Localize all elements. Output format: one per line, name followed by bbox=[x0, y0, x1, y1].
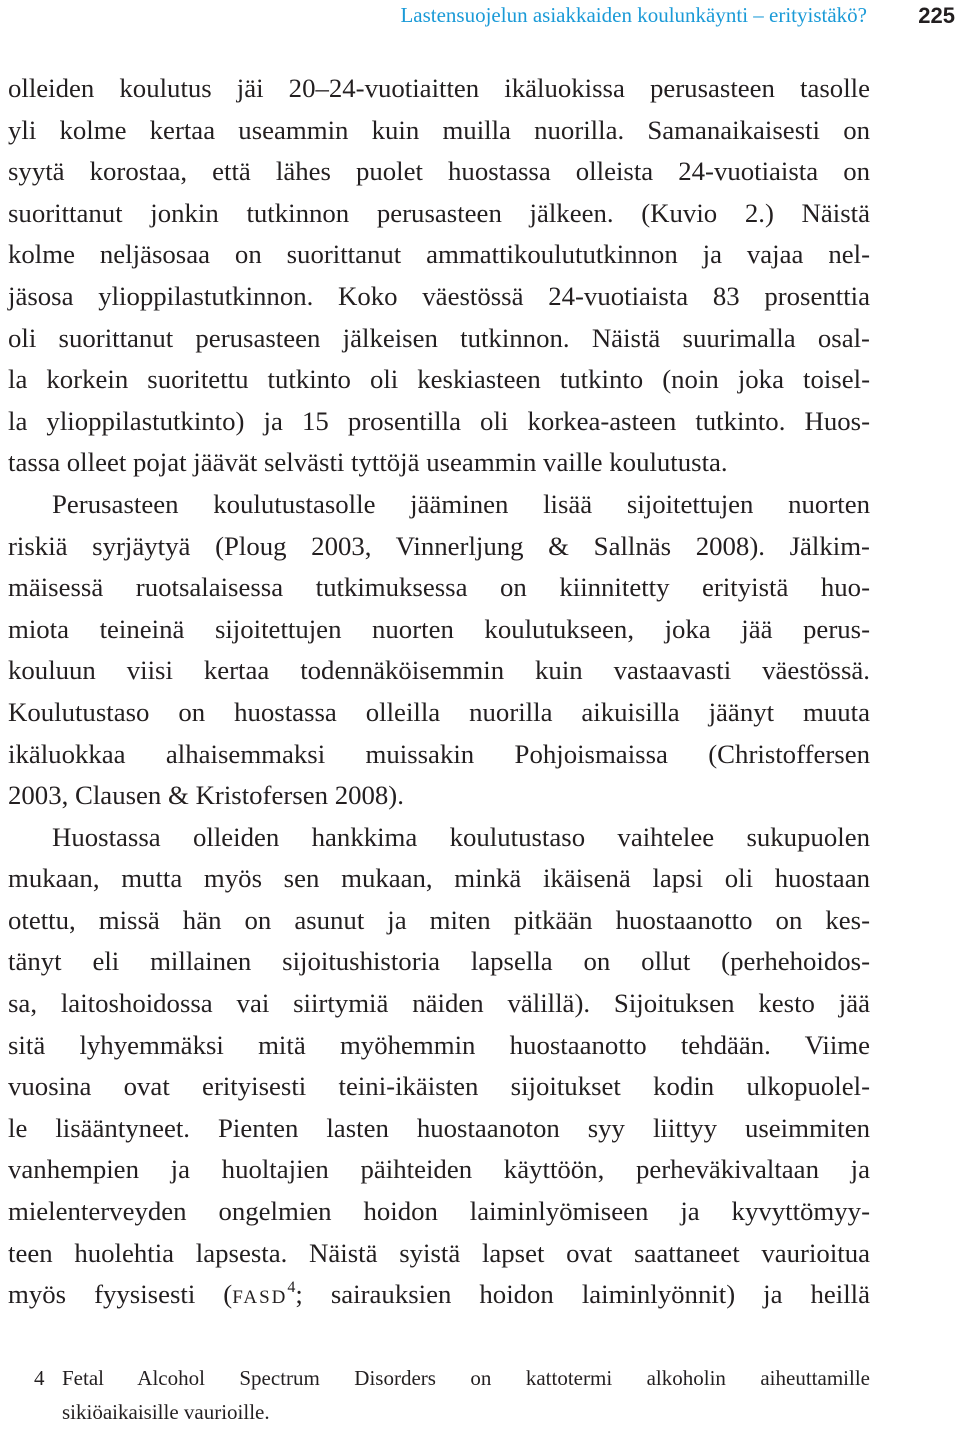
text-line: Perusasteen koulutustasolle jääminen lisää sijoitettujen nuorten bbox=[52, 488, 870, 519]
text-line: miota teineinä sijoitettujen nuorten koulutukseen, joka jää perus- bbox=[8, 613, 870, 644]
page-number: 225 bbox=[918, 3, 955, 28]
text-line: la korkein suoritettu tutkinto oli keskiasteen tutkinto (noin joka toisel- bbox=[8, 364, 870, 395]
text-line: syytä korostaa, että lähes puolet huostassa olleista 24-vuotiaista on bbox=[8, 156, 870, 187]
text-line: otettu, missä hän on asunut ja miten pitkään huostaanotto on kes- bbox=[8, 904, 870, 935]
text-line: ikäluokkaa alhaisemmaksi muissakin Pohjoismaissa (Christoffersen bbox=[8, 738, 870, 769]
text-line: 2003, Clausen & Kristofersen 2008). bbox=[8, 780, 404, 811]
text-line: vanhempien ja huoltajien päihteiden käyttöön, perheväkivaltaan ja bbox=[8, 1154, 870, 1185]
footnote-text bbox=[62, 1361, 870, 1429]
text-line: olleiden koulutus jäi 20–24-vuotiaitten ikäluokissa perusasteen tasolle bbox=[8, 73, 870, 103]
text-line: Huostassa olleiden hankkima koulutustaso vaihtelee sukupuolen bbox=[52, 821, 870, 852]
footnote bbox=[34, 1361, 870, 1429]
abbreviation-fasd: fasd bbox=[232, 1279, 288, 1310]
text-line: mielenterveyden ongelmien hoidon laiminlyömiseen ja kyvyttömyy- bbox=[8, 1196, 870, 1227]
footnote-line: sikiöaikaisille vaurioille. bbox=[62, 1400, 270, 1424]
text-line: vuosina ovat erityisesti teini-ikäisten sijoitukset kodin ulkopuolel- bbox=[8, 1071, 870, 1102]
text-segment: ; sairauksien hoidon laiminlyönnit) ja heillä bbox=[295, 1279, 871, 1310]
text-line: mäisessä ruotsalaisessa tutkimuksessa on kiinnitetty erityistä huo- bbox=[8, 572, 870, 603]
text-line: le lisääntyneet. Pienten lasten huostaanoton syy liittyy useimmiten bbox=[8, 1112, 870, 1143]
footnote-reference[interactable]: 4 bbox=[287, 1279, 296, 1297]
text-line: oli suorittanut perusasteen jälkeisen tutkinnon. Näistä suurimalla osal- bbox=[8, 322, 870, 353]
footnote-number: 4 bbox=[34, 1366, 45, 1390]
text-line: kouluun viisi kertaa todennäköisemmin kuin vastaavasti väestössä. bbox=[8, 655, 870, 686]
text-line: tänyt eli millainen sijoitushistoria lapsella on ollut (perhehoidos- bbox=[8, 946, 870, 977]
text-line: teen huolehtia lapsesta. Näistä syistä lapset ovat saattaneet vaurioitua bbox=[8, 1237, 870, 1268]
text-line: kolme neljäsosaa on suorittanut ammattikoulututkinnon ja vajaa nel- bbox=[8, 239, 870, 270]
text-line: suorittanut jonkin tutkinnon perusasteen jälkeen. (Kuvio 2.) Näistä bbox=[8, 197, 870, 228]
text-line: la ylioppilastutkinto) ja 15 prosentilla oli korkea-asteen tutkinto. Huos- bbox=[8, 405, 870, 436]
text-line: tassa olleet pojat jäävät selvästi tyttöjä useammin vaille koulutusta. bbox=[8, 447, 728, 478]
text-line: sa, laitoshoidossa vai siirtymiä näiden välillä). Sijoituksen kesto jää bbox=[8, 988, 870, 1019]
text-line-last bbox=[8, 1274, 870, 1316]
page-header bbox=[0, 0, 960, 40]
text-line: Koulutustaso on huostassa olleilla nuorilla aikuisilla jäänyt muuta bbox=[8, 696, 870, 727]
text-line: sitä lyhyemmäksi mitä myöhemmin huostaanotto tehdään. Viime bbox=[8, 1029, 870, 1060]
text-line: jäsosa ylioppilastutkinnon. Koko väestössä 24-vuotiaista 83 prosenttia bbox=[8, 280, 870, 311]
text-line: riskiä syrjäytyä (Ploug 2003, Vinnerljung & Sallnäs 2008). Jälkim- bbox=[8, 530, 870, 561]
footnote-line: Fetal Alcohol Spectrum Disorders on kattotermi alkoholin aiheuttamille bbox=[62, 1366, 870, 1390]
text-line: yli kolme kertaa useammin kuin muilla nuorilla. Samanaikaisesti on bbox=[8, 114, 870, 145]
text-segment: myös fyysisesti ( bbox=[8, 1279, 233, 1310]
running-title: Lastensuojelun asiakkaiden koulunkäynti – erityistäkö? bbox=[400, 3, 867, 27]
text-line: mukaan, mutta myös sen mukaan, minkä ikäisenä lapsi oli huostaan bbox=[8, 863, 870, 894]
body-text bbox=[8, 68, 870, 1316]
